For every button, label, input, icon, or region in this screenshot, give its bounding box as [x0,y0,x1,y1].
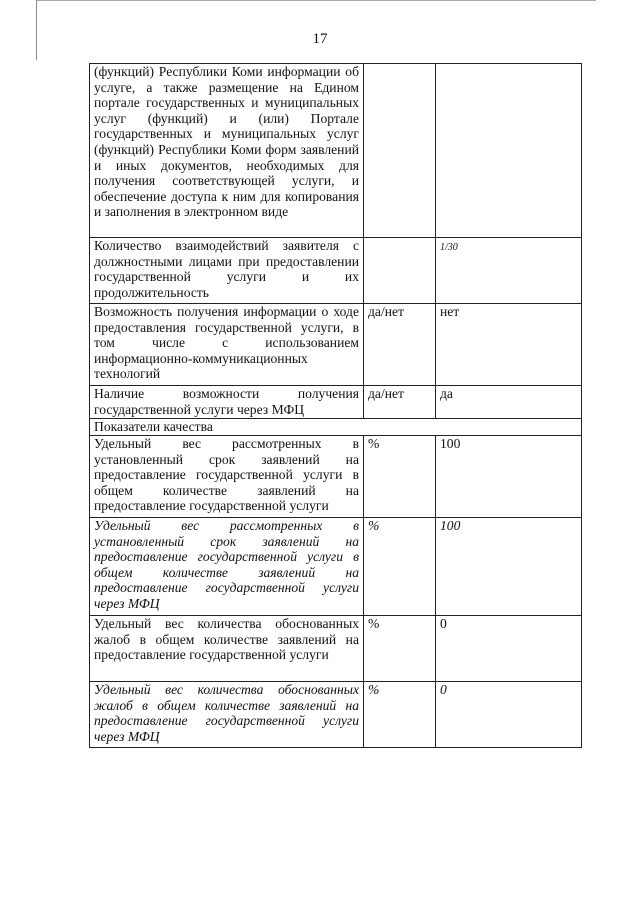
indicator-value-text: 1/30 [440,242,458,253]
table-row [90,386,582,419]
indicator-text: Удельный вес рассмотренных в установленный срок заявлений на предоставление государственной услуги в общем количестве заявлений на предоставление государственной услуги через МФЦ [90,518,364,616]
table-row [90,238,582,304]
indicator-text: Наличие возможности получения государственной услуги через МФЦ [90,386,364,419]
indicator-value: 100 [436,518,582,616]
section-header: Показатели качества [90,419,582,436]
table-row [90,419,582,436]
table-row [90,304,582,386]
scan-edge [36,0,37,60]
table-row [90,518,582,616]
indicators-table [89,63,582,748]
indicator-unit: % [364,518,436,616]
indicator-value: 0 [436,682,582,748]
table-row [90,682,582,748]
table-row [90,436,582,518]
page-number: 17 [312,31,328,47]
indicator-text: Удельный вес рассмотренных в установленный срок заявлений на предоставление государственной услуги в общем количестве заявлений на предоставление государственной услуги [90,436,364,518]
indicator-unit [364,238,436,304]
indicator-text: Удельный вес количества обоснованных жалоб в общем количестве заявлений на предоставление государственной услуги через МФЦ [90,682,364,748]
indicator-value: нет [436,304,582,386]
indicator-unit: да/нет [364,304,436,386]
indicator-unit [364,64,436,238]
indicator-text: Удельный вес количества обоснованных жалоб в общем количестве заявлений на предоставление государственной услуги [90,616,364,682]
indicator-value: 100 [436,436,582,518]
indicator-value: да [436,386,582,419]
indicator-value [436,238,582,304]
table-row [90,64,582,238]
indicator-text: Возможность получения информации о ходе предоставления государственной услуги, в том числе с использованием информационно-коммуникационных технологий [90,304,364,386]
indicator-text: (функций) Республики Коми информации об услуге, а также размещение на Едином портале государственных и муниципальных услуг (функций) и (или) Портале государственных и муниципальных услуг (функций) Республики Коми форм заявлений и иных документов, необходимых для получения соответствующей услуги, и обеспечение доступа к ним для копирования и заполнения в электронном виде [90,64,364,238]
table-row [90,616,582,682]
indicator-unit: да/нет [364,386,436,419]
indicator-text: Количество взаимодействий заявителя с должностными лицами при предоставлении государственной услуги и их продолжительность [90,238,364,304]
indicator-value: 0 [436,616,582,682]
indicator-unit: % [364,436,436,518]
scan-edge [36,0,596,1]
indicator-unit: % [364,682,436,748]
indicator-value [436,64,582,238]
indicator-unit: % [364,616,436,682]
